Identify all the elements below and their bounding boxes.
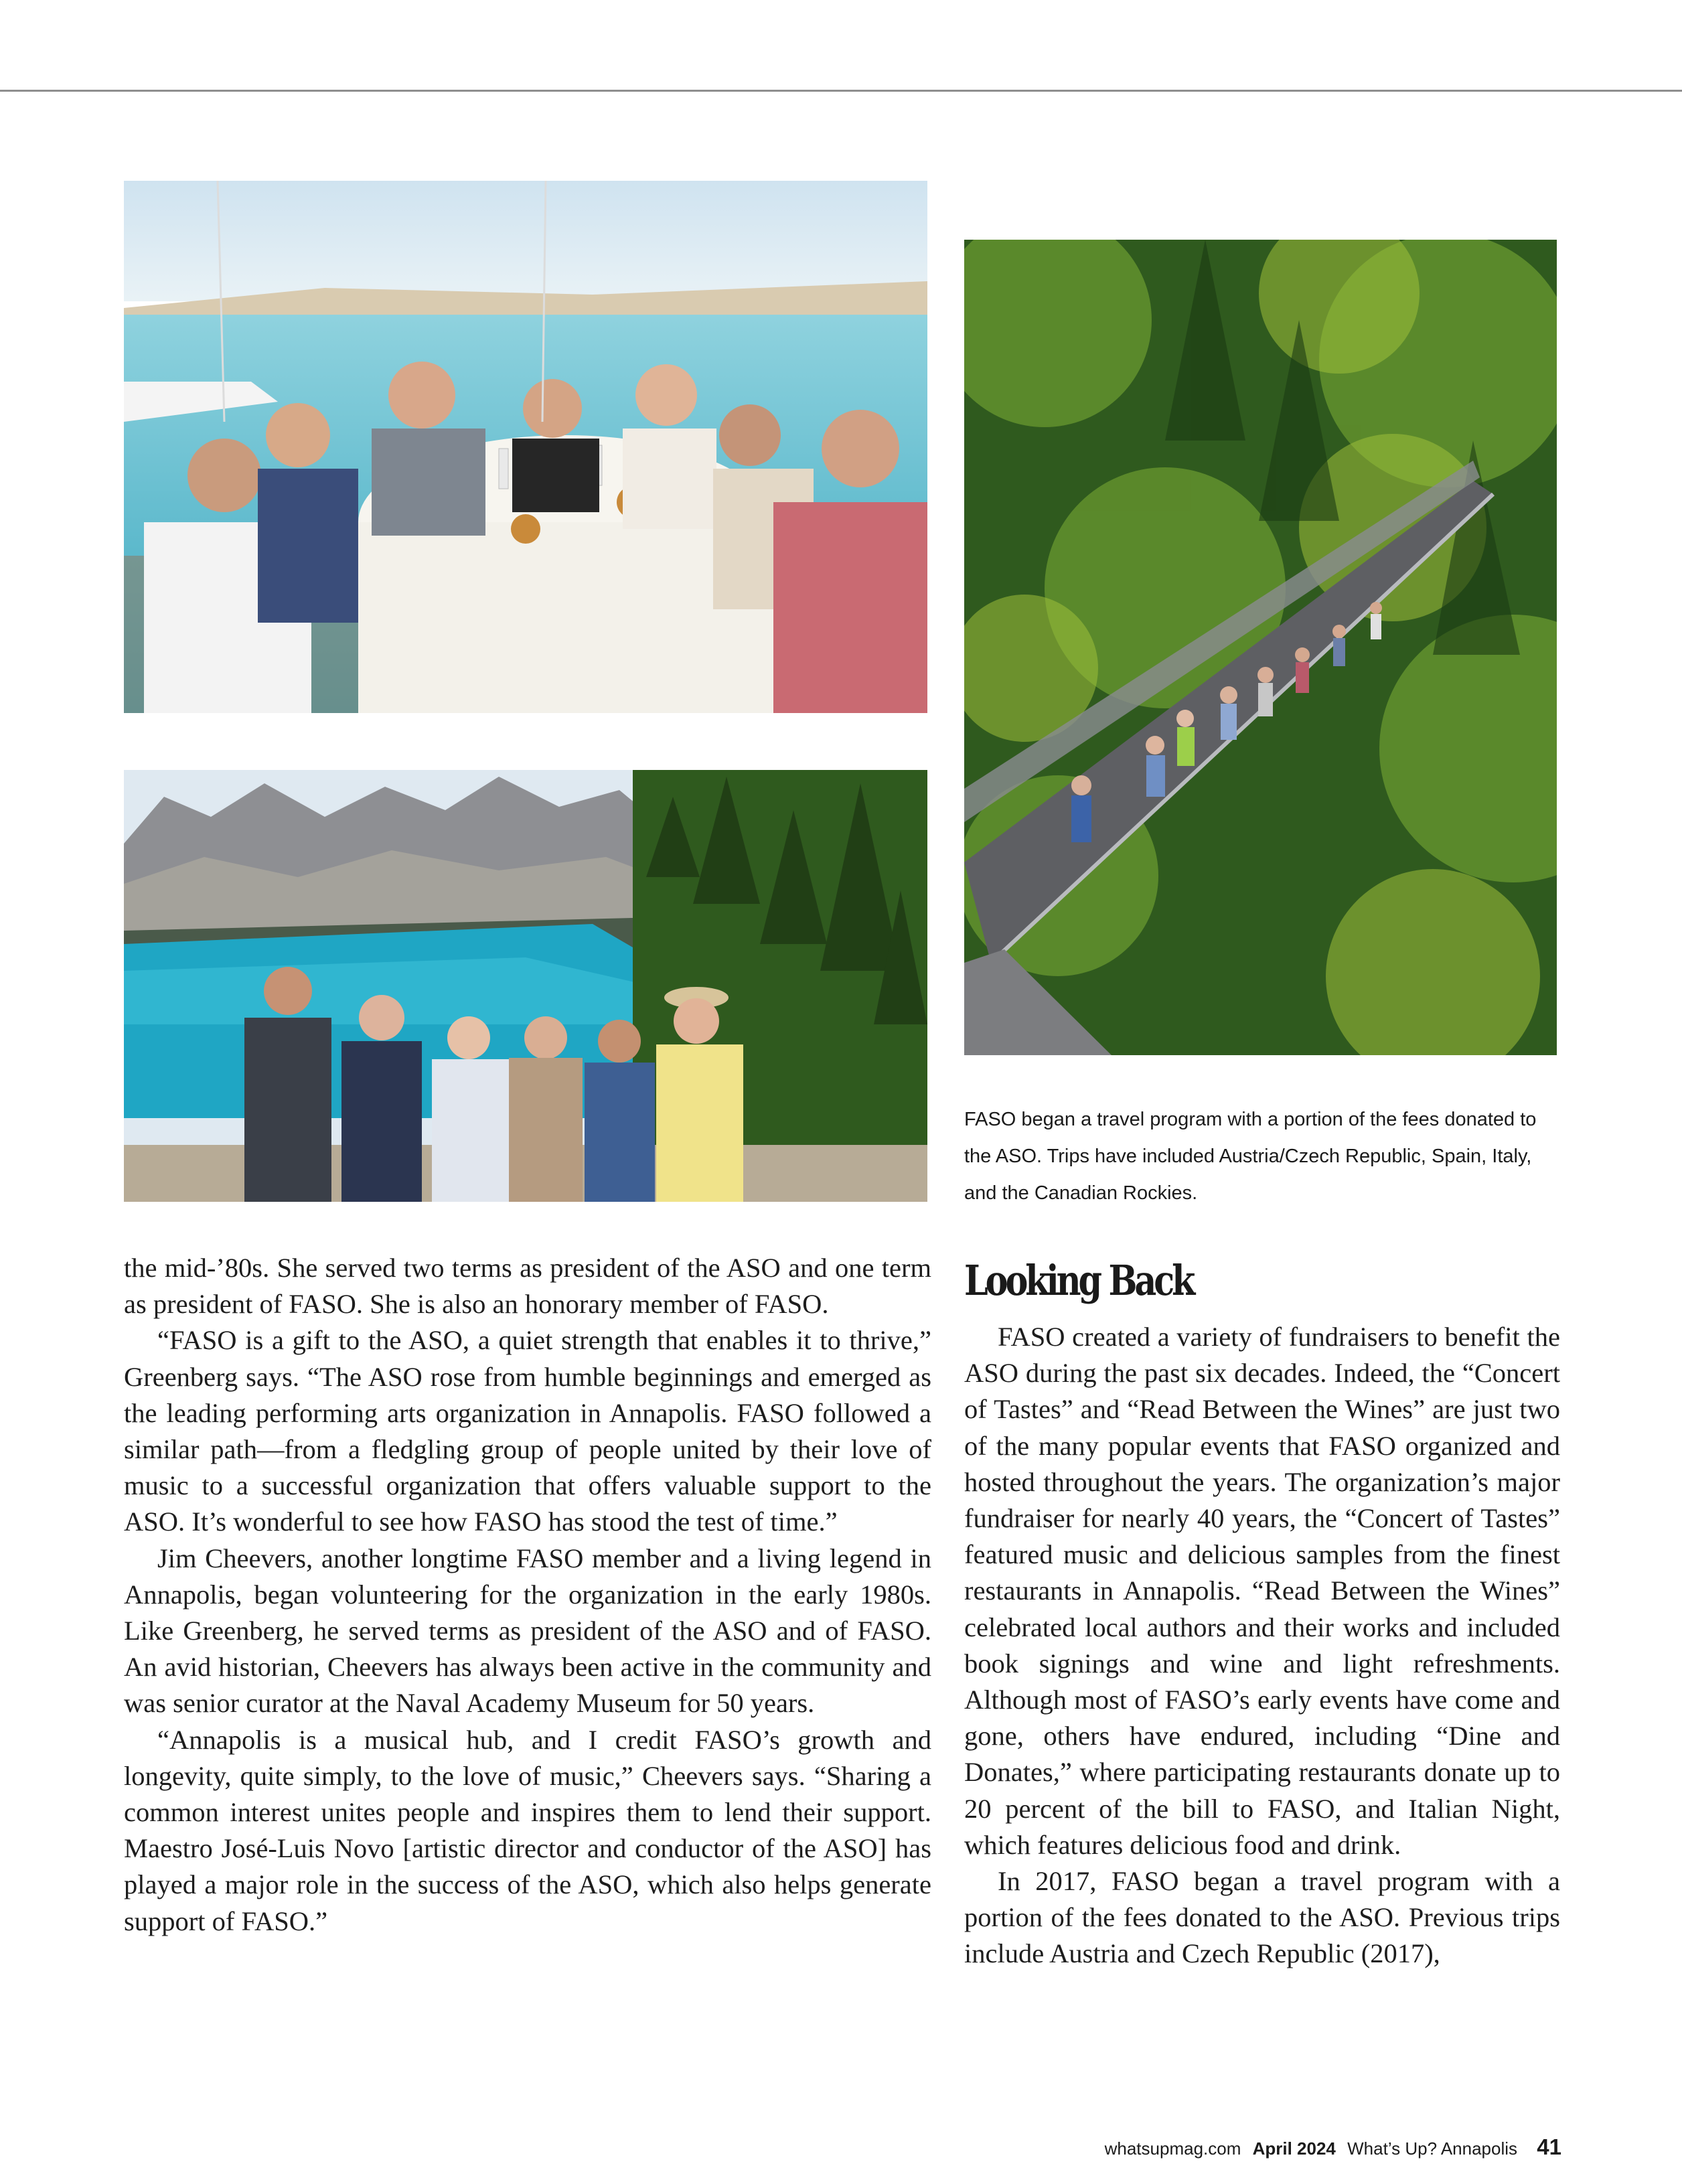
bridge-photo (964, 240, 1557, 1055)
paragraph: Jim Cheevers, another longtime FASO member and a living legend in Annapolis, began volunteering for the organization in the early 1980s. Like Greenberg, he served terms as president of the ASO and of FASO. An avid historian, Cheevers has always been active in the community and was senior curator at the Naval Academy Museum for 50 years. (124, 1543, 931, 1719)
footer-issue: April 2024 (1252, 2138, 1336, 2159)
left-column (124, 1250, 931, 1940)
header-rule (0, 90, 1682, 92)
dinner-photo (124, 181, 927, 713)
footer-publication: What’s Up? Annapolis (1347, 2138, 1518, 2159)
page-number: 41 (1537, 2134, 1561, 2159)
right-column (964, 1319, 1560, 1972)
paragraph: In 2017, FASO began a travel program with a portion of the fees donated to the ASO. Previous trips include Austria and Czech Republic (2017), (964, 1866, 1560, 1969)
footer-site: whatsupmag.com (1104, 2138, 1241, 2159)
paragraph: the mid-’80s. She served two terms as president of the ASO and one term as president of FASO. She is also an honorary member of FASO. (124, 1253, 931, 1320)
photo-caption: FASO began a travel program with a portion of the fees donated to the ASO. Trips have included Austria/Czech Republic, Spain, Italy, and the Canadian Rockies. (964, 1109, 1537, 1204)
paragraph: “Annapolis is a musical hub, and I credit FASO’s growth and longevity, quite simply, to the love of music,” Cheevers says. “Sharing a common interest unites people and inspires them to lend their support. Maestro José-Luis Novo [artistic director and conductor of the ASO] has played a major role in the success of the ASO, which also helps generate support of FASO.” (124, 1724, 931, 1936)
paragraph: FASO created a variety of fundraisers to benefit the ASO during the past six decades. Indeed, the “Concert of Tastes” and “Read Between the Wines” are just two of the many popular events that FASO organized and hosted throughout the years. The organization’s major fundraiser for nearly 40 years, the “Concert of Tastes” featured music and delicious samples from the finest restaurants in Annapolis. “Read Between the Wines” celebrated local authors and their works and included book signings and wine and light refreshments. Although most of FASO’s early events have come and gone, others have endured, including “Dine and Donates,” where participating restaurants donate up to 20 percent of the bill to FASO, and Italian Night, which features delicious food and drink. (964, 1322, 1560, 1860)
paragraph: “FASO is a gift to the ASO, a quiet strength that enables it to thrive,” Greenberg says. “The ASO rose from humble beginnings and emerged as the leading performing arts organization in Annapolis. FASO followed a similar path—from a fledgling group of people united by their love of music to a successful organization that offers valuable support to the ASO. It’s wonderful to see how FASO has stood the test of time.” (124, 1325, 931, 1537)
lake-photo (124, 770, 927, 1202)
page-footer (1098, 2134, 1561, 2160)
section-heading: Looking Back (964, 1256, 1193, 1305)
